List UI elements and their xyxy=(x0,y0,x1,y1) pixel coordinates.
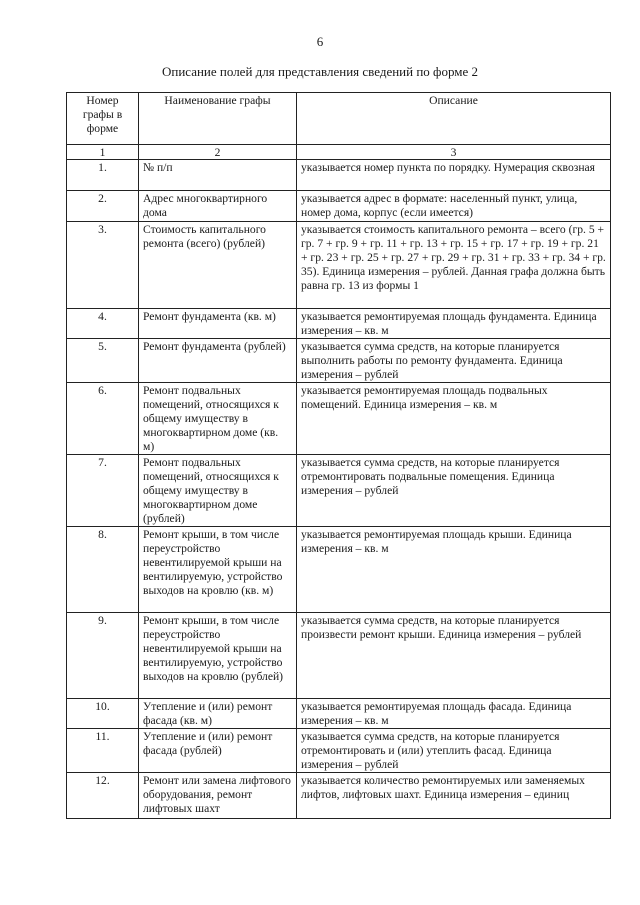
column-number-3: 3 xyxy=(297,145,611,160)
row-number: 8. xyxy=(67,527,139,613)
table-row xyxy=(67,699,611,729)
row-number: 5. xyxy=(67,339,139,383)
row-number: 2. xyxy=(67,191,139,222)
row-description: указывается стоимость капитального ремонта – всего (гр. 5 + гр. 7 + гр. 9 + гр. 11 + гр. 13 + гр. 15 + гр. 17 + гр. 19 + гр. 21 + гр. 23 + гр. 25 + гр. 27 + гр. 29 + гр. 31 + гр. 33 + гр. 34 + гр. 35). Единица измерения – рублей. Данная графа должна быть равна гр. 13 из формы 1 xyxy=(297,222,611,309)
page-number: 6 xyxy=(316,34,324,49)
table-row xyxy=(67,383,611,455)
row-number: 7. xyxy=(67,455,139,527)
row-column-name: Утепление и (или) ремонт фасада (рублей) xyxy=(139,729,297,773)
row-column-name: Ремонт или замена лифтового оборудования, ремонт лифтовых шахт xyxy=(139,773,297,819)
row-description: указывается ремонтируемая площадь фасада. Единица измерения – кв. м xyxy=(297,699,611,729)
column-number-1: 1 xyxy=(67,145,139,160)
table-row xyxy=(67,455,611,527)
row-number: 12. xyxy=(67,773,139,819)
row-column-name: Ремонт подвальных помещений, относящихся к общему имуществу в многоквартирном доме (рублей) xyxy=(139,455,297,527)
table-row xyxy=(67,309,611,339)
table-header-row xyxy=(67,93,611,145)
column-numbering-row xyxy=(67,145,611,160)
row-description: указывается количество ремонтируемых или заменяемых лифтов, лифтовых шахт. Единица измерения – единиц xyxy=(297,773,611,819)
row-description: указывается сумма средств, на которые планируется отремонтировать подвальные помещения. Единица измерения – рублей xyxy=(297,455,611,527)
row-description: указывается ремонтируемая площадь фундамента. Единица измерения – кв. м xyxy=(297,309,611,339)
row-column-name: Ремонт крыши, в том числе переустройство невентилируемой крыши на вентилируемую, устройство выходов на кровлю (кв. м) xyxy=(139,527,297,613)
header-column-number: Номер графы в форме xyxy=(67,93,139,145)
table-row xyxy=(67,222,611,309)
row-number: 11. xyxy=(67,729,139,773)
row-number: 3. xyxy=(67,222,139,309)
table-row xyxy=(67,773,611,819)
row-description: указывается номер пункта по порядку. Нумерация сквозная xyxy=(297,160,611,191)
table-row xyxy=(67,527,611,613)
header-column-name: Наименование графы xyxy=(139,93,297,145)
table-row xyxy=(67,160,611,191)
row-description: указывается сумма средств, на которые планируется выполнить работы по ремонту фундамента. Единица измерения – рублей xyxy=(297,339,611,383)
table-row xyxy=(67,613,611,699)
fields-description-table xyxy=(66,92,611,819)
table-row xyxy=(67,191,611,222)
row-column-name: Адрес многоквартирного дома xyxy=(139,191,297,222)
row-number: 9. xyxy=(67,613,139,699)
document-title: Описание полей для представления сведений по форме 2 xyxy=(161,64,479,79)
row-number: 6. xyxy=(67,383,139,455)
row-column-name: Стоимость капитального ремонта (всего) (рублей) xyxy=(139,222,297,309)
header-description: Описание xyxy=(297,93,611,145)
row-description: указывается ремонтируемая площадь крыши. Единица измерения – кв. м xyxy=(297,527,611,613)
table-row xyxy=(67,339,611,383)
row-number: 1. xyxy=(67,160,139,191)
row-description: указывается сумма средств, на которые планируется произвести ремонт крыши. Единица измерения – рублей xyxy=(297,613,611,699)
row-column-name: Ремонт подвальных помещений, относящихся к общему имуществу в многоквартирном доме (кв. м) xyxy=(139,383,297,455)
row-column-name: Ремонт фундамента (кв. м) xyxy=(139,309,297,339)
row-column-name: Утепление и (или) ремонт фасада (кв. м) xyxy=(139,699,297,729)
row-number: 4. xyxy=(67,309,139,339)
row-description: указывается сумма средств, на которые планируется отремонтировать и (или) утеплить фасад. Единица измерения – рублей xyxy=(297,729,611,773)
row-column-name: № п/п xyxy=(139,160,297,191)
table-row xyxy=(67,729,611,773)
column-number-2: 2 xyxy=(139,145,297,160)
row-description: указывается адрес в формате: населенный пункт, улица, номер дома, корпус (если имеется) xyxy=(297,191,611,222)
row-column-name: Ремонт фундамента (рублей) xyxy=(139,339,297,383)
row-description: указывается ремонтируемая площадь подвальных помещений. Единица измерения – кв. м xyxy=(297,383,611,455)
row-column-name: Ремонт крыши, в том числе переустройство невентилируемой крыши на вентилируемую, устройство выходов на кровлю (рублей) xyxy=(139,613,297,699)
row-number: 10. xyxy=(67,699,139,729)
